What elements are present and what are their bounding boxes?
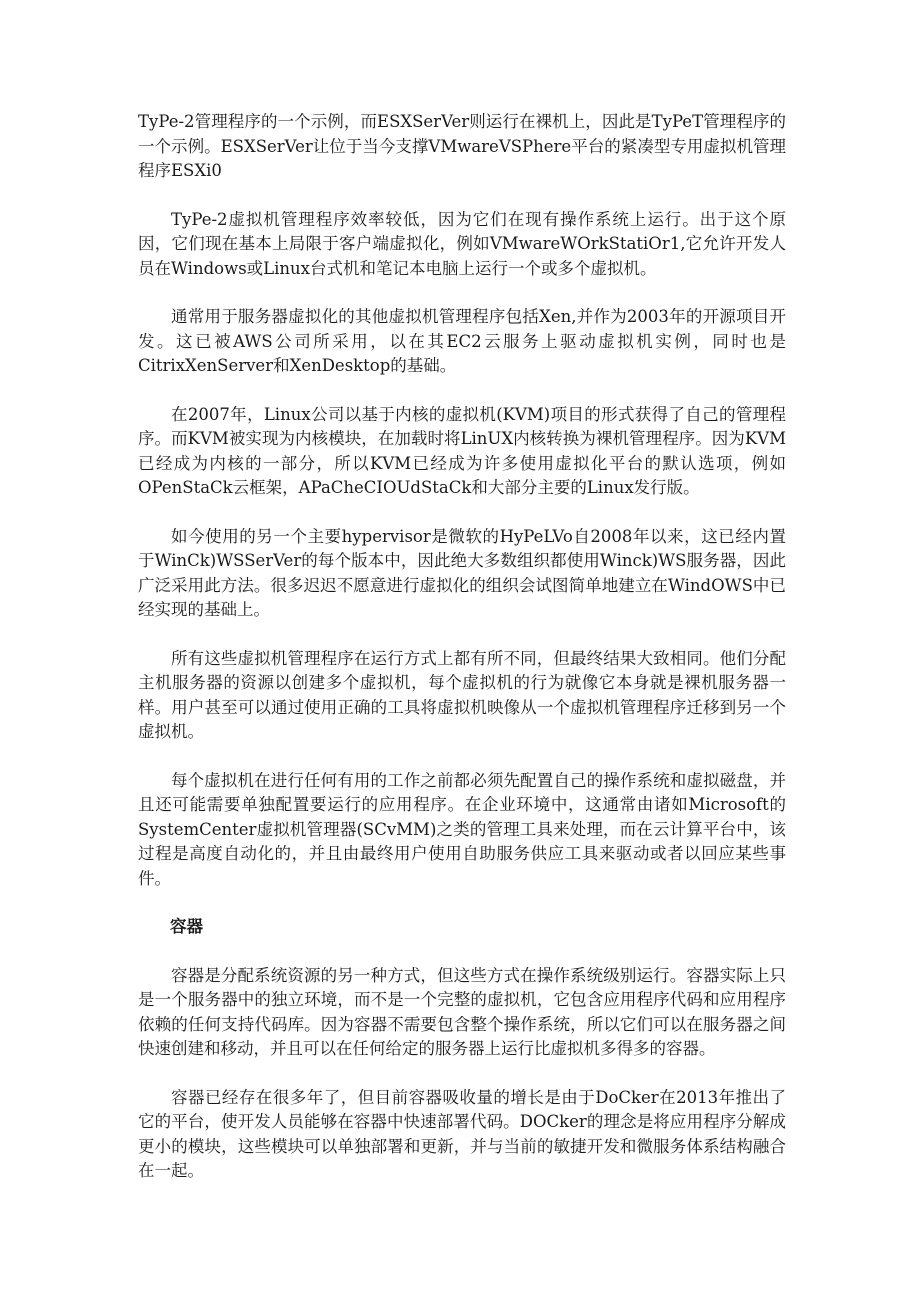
paragraph-docker: 容器已经存在很多年了，但目前容器吸收量的增长是由于DoCker在2013年推出了它的平台，使开发人员能够在容器中快速部署代码。DOCker的理念是将应用程序分解成更小的模块，这些模块可以单独部署和更新，并与当前的敏捷开发和微服务体系结构融合在一起。 bbox=[138, 1087, 786, 1180]
paragraph-hyperv: 如今使用的另一个主要hypervisor是微软的HyPeLVo自2008年以来，这已经内置于WinCk)WSSerVer的每个版本中，因此绝大多数组织都使用Winck)WS服务器，因此广泛采用此方法。很多迟迟不愿意进行虚拟化的组织会试图简单地建立在WindOWS中已经实现的基础上。 bbox=[138, 526, 786, 619]
paragraph-kvm: 在2007年，Linux公司以基于内核的虚拟机(KVM)项目的形式获得了自己的管理程序。而KVM被实现为内核模块，在加载时将LinUX内核转换为裸机管理程序。因为KVM已经成为内核的一部分，所以KVM已经成为许多使用虚拟化平台的默认选项，例如OPenStaCk云框架，APaCheCIOUdStaCk和大部分主要的Linux发行版。 bbox=[138, 404, 786, 497]
paragraph-vm-configuration: 每个虚拟机在进行任何有用的工作之前都必须先配置自己的操作系统和虚拟磁盘，并且还可能需要单独配置要运行的应用程序。在企业环境中，这通常由诸如Microsoft的SystemCenter虚拟机管理器(SCvMM)之类的管理工具来处理，而在云计算平台中，该过程是高度自动化的，并且由最终用户使用自助服务供应工具来驱动或者以回应某些事件。 bbox=[138, 770, 786, 888]
paragraph-xen: 通常用于服务器虚拟化的其他虚拟机管理程序包括Xen,并作为2003年的开源项目开发。这已被AWS公司所采用，以在其EC2云服务上驱动虚拟机实例，同时也是CitrixXenServer和XenDesktop的基础。 bbox=[138, 307, 786, 375]
document-page bbox=[138, 110, 786, 1208]
paragraph-type2-example: TyPe-2管理程序的一个示例，而ESXSerVer则运行在裸机上，因此是TyPeT管理程序的一个示例。ESXSerVer让位于当今支撑VMwareVSPhere平台的紧凑型专用虚拟机管理程序ESXi0 bbox=[138, 112, 786, 180]
paragraph-hypervisor-summary: 所有这些虚拟机管理程序在运行方式上都有所不同，但最终结果大致相同。他们分配主机服务器的资源以创建多个虚拟机，每个虚拟机的行为就像它本身就是裸机服务器一样。用户甚至可以通过使用正确的工具将虚拟机映像从一个虚拟机管理程序迁移到另一个虚拟机。 bbox=[138, 648, 786, 741]
paragraph-containers-intro: 容器是分配系统资源的另一种方式，但这些方式在操作系统级别运行。容器实际上只是一个服务器中的独立环境，而不是一个完整的虚拟机，它包含应用程序代码和应用程序依赖的任何支持代码库。因为容器不需要包含整个操作系统，所以它们可以在服务器之间快速创建和移动，并且可以在任何给定的服务器上运行比虚拟机多得多的容器。 bbox=[138, 965, 786, 1058]
section-heading-containers: 容器 bbox=[170, 917, 203, 936]
paragraph-type2-efficiency: TyPe-2虚拟机管理程序效率较低，因为它们在现有操作系统上运行。出于这个原因，它们现在基本上局限于客户端虚拟化，例如VMwareWOrkStatiOr1,它允许开发人员在Windows或Linux台式机和笔记本电脑上运行一个或多个虚拟机。 bbox=[138, 209, 786, 278]
